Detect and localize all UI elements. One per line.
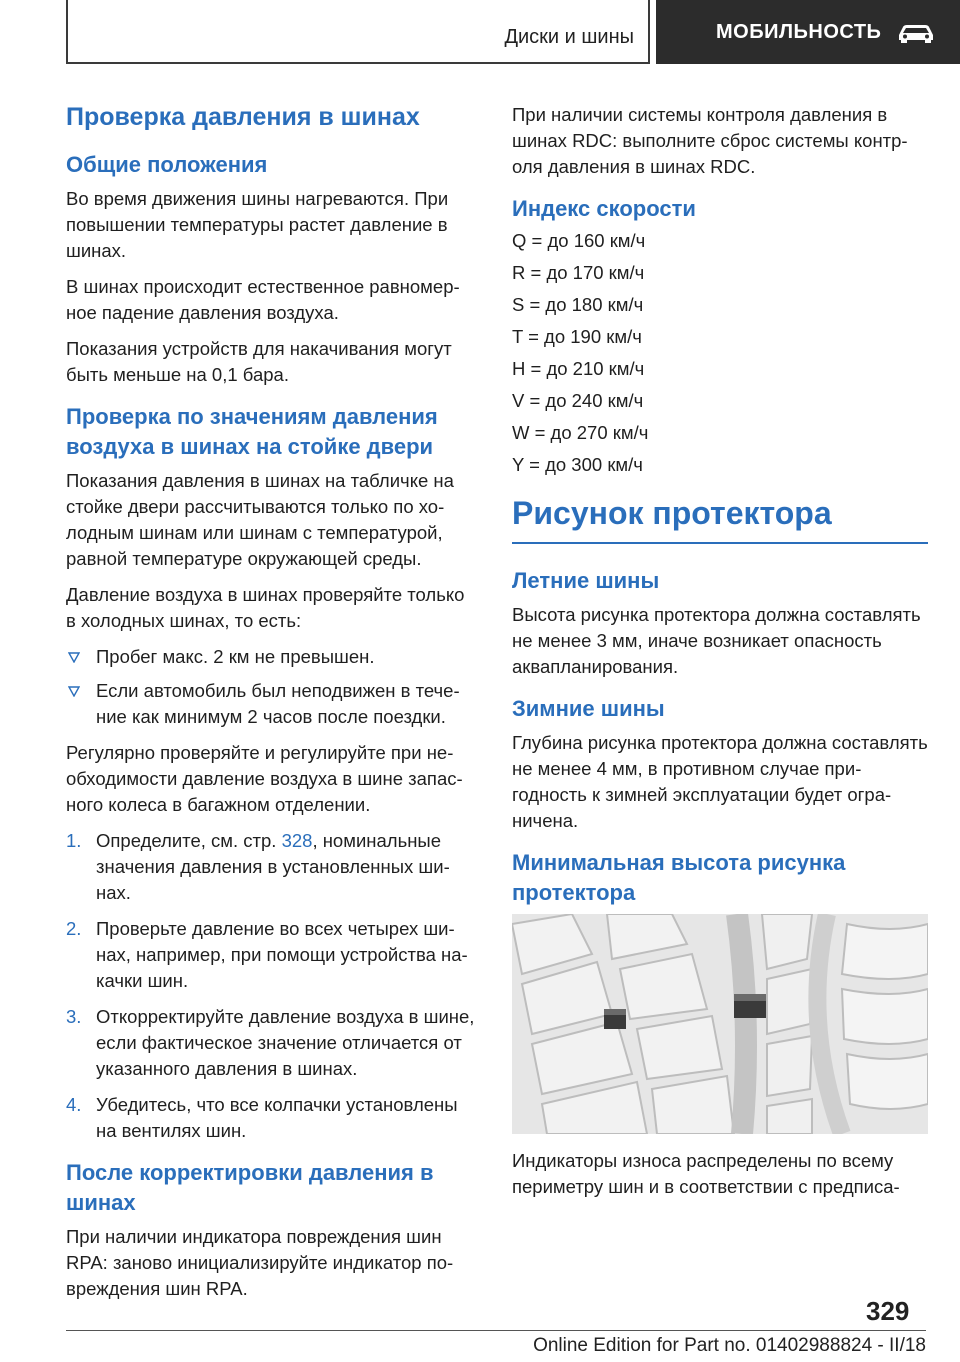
minimum-tread-heading: Минимальная высота рисунка протектора [512, 850, 846, 905]
chapter-title: МОБИЛЬНОСТЬ [716, 20, 882, 43]
step-text-after: , номинальные значения давления в установленных шинах. [96, 830, 450, 903]
rdc-paragraph: При наличии системы контроля давления в шинах RDC: выполните сброс системы контроля давления в шинах RDC. [512, 104, 908, 177]
page-title: Проверка давления в шинах [66, 103, 420, 131]
step-text: Откорректируйте давление воздуха в шине, если фактическое значение отличается от указанного давления в шинах. [96, 1006, 475, 1079]
list-item [66, 1092, 476, 1144]
footer-divider [66, 1330, 926, 1331]
door-paragraph-3: Регулярно проверяйте и регулируйте при необходимости давление воздуха в шине запасного колеса в багажном отделении. [66, 742, 463, 815]
step-number: 2. [66, 918, 82, 939]
tread-heading: Рисунок протектора [512, 494, 928, 544]
step-text-before: Определите, см. стр. [96, 830, 282, 851]
step-number: 3. [66, 1006, 82, 1027]
car-icon [895, 20, 937, 44]
triangle-bullet-icon [68, 686, 80, 697]
speed-index-item: V = до 240 км/ч [512, 390, 644, 411]
speed-index-item: S = до 180 км/ч [512, 294, 644, 315]
general-paragraph-3: Показания устройств для накачивания могут быть меньше на 0,1 бара. [66, 338, 452, 385]
left-column [66, 102, 476, 1312]
page-reference-link[interactable]: 328 [281, 830, 313, 851]
winter-tires-heading: Зимние шины [512, 696, 665, 721]
speed-index-item: Q = до 160 км/ч [512, 230, 646, 251]
list-item [66, 644, 476, 670]
page-number: 329 [866, 1296, 910, 1326]
winter-tires-paragraph: Глубина рисунка протектора должна составлять не менее 4 мм, в противном случае пригодность к зимней эксплуатации будет ограничена. [512, 732, 928, 831]
list-item [66, 678, 476, 730]
speed-index-item: W = до 270 км/ч [512, 422, 649, 443]
summer-tires-heading: Летние шины [512, 568, 660, 593]
header-chapter-box [656, 0, 960, 64]
bullet-text: Пробег макс. 2 км не превышен. [96, 646, 375, 667]
after-correction-paragraph: При наличии индикатора повреждения шин RPA: заново инициализируйте индикатор повреждения шин RPA. [66, 1226, 454, 1299]
step-number: 4. [66, 1094, 82, 1115]
door-paragraph-2: Давление воздуха в шинах проверяйте только в холодных шинах, то есть: [66, 584, 465, 631]
step-text: Убедитесь, что все колпачки установлены на вентилях шин. [96, 1094, 458, 1141]
cold-tire-conditions [66, 644, 476, 730]
door-heading: Проверка по значениям давления воздуха в шинах на стойке двери [66, 404, 438, 459]
speed-index-item: R = до 170 км/ч [512, 262, 645, 283]
tire-tread-illustration [512, 914, 928, 1134]
speed-index-item: H = до 210 км/ч [512, 358, 645, 379]
speed-index-item: T = до 190 км/ч [512, 326, 642, 347]
bullet-text: Если автомобиль был неподвижен в течение как минимум 2 часов после поездки. [96, 680, 460, 727]
step-number: 1. [66, 830, 82, 851]
right-column [512, 102, 928, 1210]
step-text: Проверьте давление во всех четырех шинах, например, при помощи устройства накачки шин. [96, 918, 468, 991]
list-item [66, 916, 476, 994]
edition-footer: Online Edition for Part no. 01402988824 - II/18 [533, 1335, 926, 1356]
wear-indicators-paragraph: Индикаторы износа распределены по всему периметру шин и в соответствии с предписа- [512, 1150, 900, 1197]
speed-index-item: Y = до 300 км/ч [512, 454, 643, 475]
section-title: Диски и шины [504, 26, 634, 48]
door-paragraph-1: Показания давления в шинах на табличке на стойке двери рассчитываются только по холодным шинам или шинам с температурой, равной температуре окружающей среды. [66, 470, 454, 569]
speed-index-heading: Индекс скорости [512, 196, 696, 221]
list-item [66, 1004, 476, 1082]
triangle-bullet-icon [68, 652, 80, 663]
after-correction-heading: После корректировки давления в шинах [66, 1160, 434, 1215]
list-item [66, 828, 476, 906]
general-paragraph-1: Во время движения шины нагреваются. При повышении температуры растет давление в шинах. [66, 188, 449, 261]
procedure-steps [66, 828, 476, 1144]
header-section-box [66, 0, 650, 64]
general-paragraph-2: В шинах происходит естественное равномерное падение давления воздуха. [66, 276, 460, 323]
summer-tires-paragraph: Высота рисунка протектора должна составлять не менее 3 мм, иначе возникает опасность аквапланирования. [512, 604, 921, 677]
general-heading: Общие положения [66, 152, 268, 177]
